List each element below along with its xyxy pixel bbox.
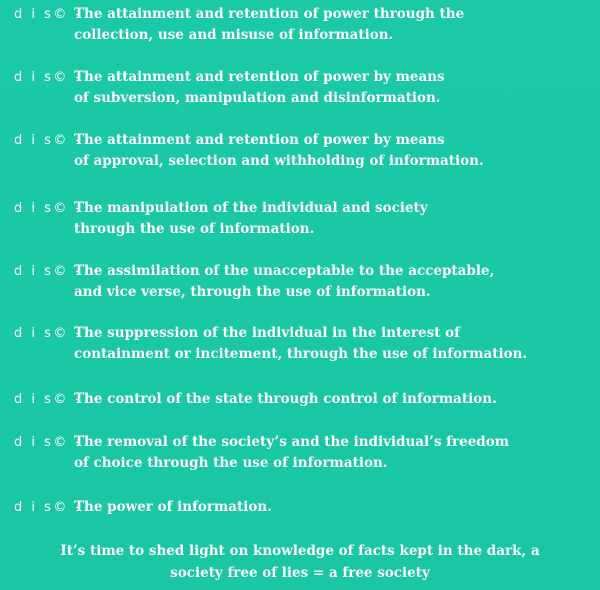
definition-continuation: and vice verse, through the use of information. xyxy=(74,284,431,300)
term-label: d i s© - xyxy=(14,70,83,85)
definition-continuation: of choice through the use of information. xyxy=(74,455,388,471)
term-label: d i s© - xyxy=(14,264,83,279)
closing-statement xyxy=(0,540,600,584)
definition-text: The attainment and retention of power through the xyxy=(74,6,465,22)
term-label: d i s© - xyxy=(14,326,83,341)
definition-5 xyxy=(14,261,594,303)
term-label: d i s© - xyxy=(14,500,83,515)
definition-8 xyxy=(14,432,594,474)
term-label: d i s© - xyxy=(14,435,83,450)
definition-continuation: containment or incitement, through the use of information. xyxy=(74,346,528,362)
definition-7 xyxy=(14,389,594,410)
definition-continuation: of subversion, manipulation and disinformation. xyxy=(74,90,441,106)
definition-6 xyxy=(14,323,594,365)
definition-3 xyxy=(14,130,594,172)
term-label: d i s© - xyxy=(14,392,83,407)
term-label: d i s© - xyxy=(14,7,83,22)
definition-continuation: of approval, selection and withholding of information. xyxy=(74,153,484,169)
definition-text: The control of the state through control of information. xyxy=(74,391,497,407)
definition-continuation: collection, use and misuse of information. xyxy=(74,27,394,43)
definition-text: The manipulation of the individual and society xyxy=(74,200,428,216)
term-label: d i s© - xyxy=(14,133,83,148)
term-label: d i s© - xyxy=(14,201,83,216)
closing-line-1: It’s time to shed light on knowledge of facts kept in the dark, a xyxy=(60,543,540,559)
definition-1 xyxy=(14,4,594,46)
definition-text: The removal of the society’s and the individual’s freedom xyxy=(74,434,510,450)
definition-text: The suppression of the individual in the interest of xyxy=(74,325,460,341)
closing-line-2: society free of lies = a free society xyxy=(170,565,430,581)
definition-4 xyxy=(14,198,594,240)
definition-2 xyxy=(14,67,594,109)
definition-9 xyxy=(14,497,594,518)
definition-text: The attainment and retention of power by means xyxy=(74,132,445,148)
definition-text: The assimilation of the unacceptable to the acceptable, xyxy=(74,263,495,279)
definition-continuation: through the use of information. xyxy=(74,221,315,237)
definition-text: The attainment and retention of power by means xyxy=(74,69,445,85)
definition-text: The power of information. xyxy=(74,499,272,515)
